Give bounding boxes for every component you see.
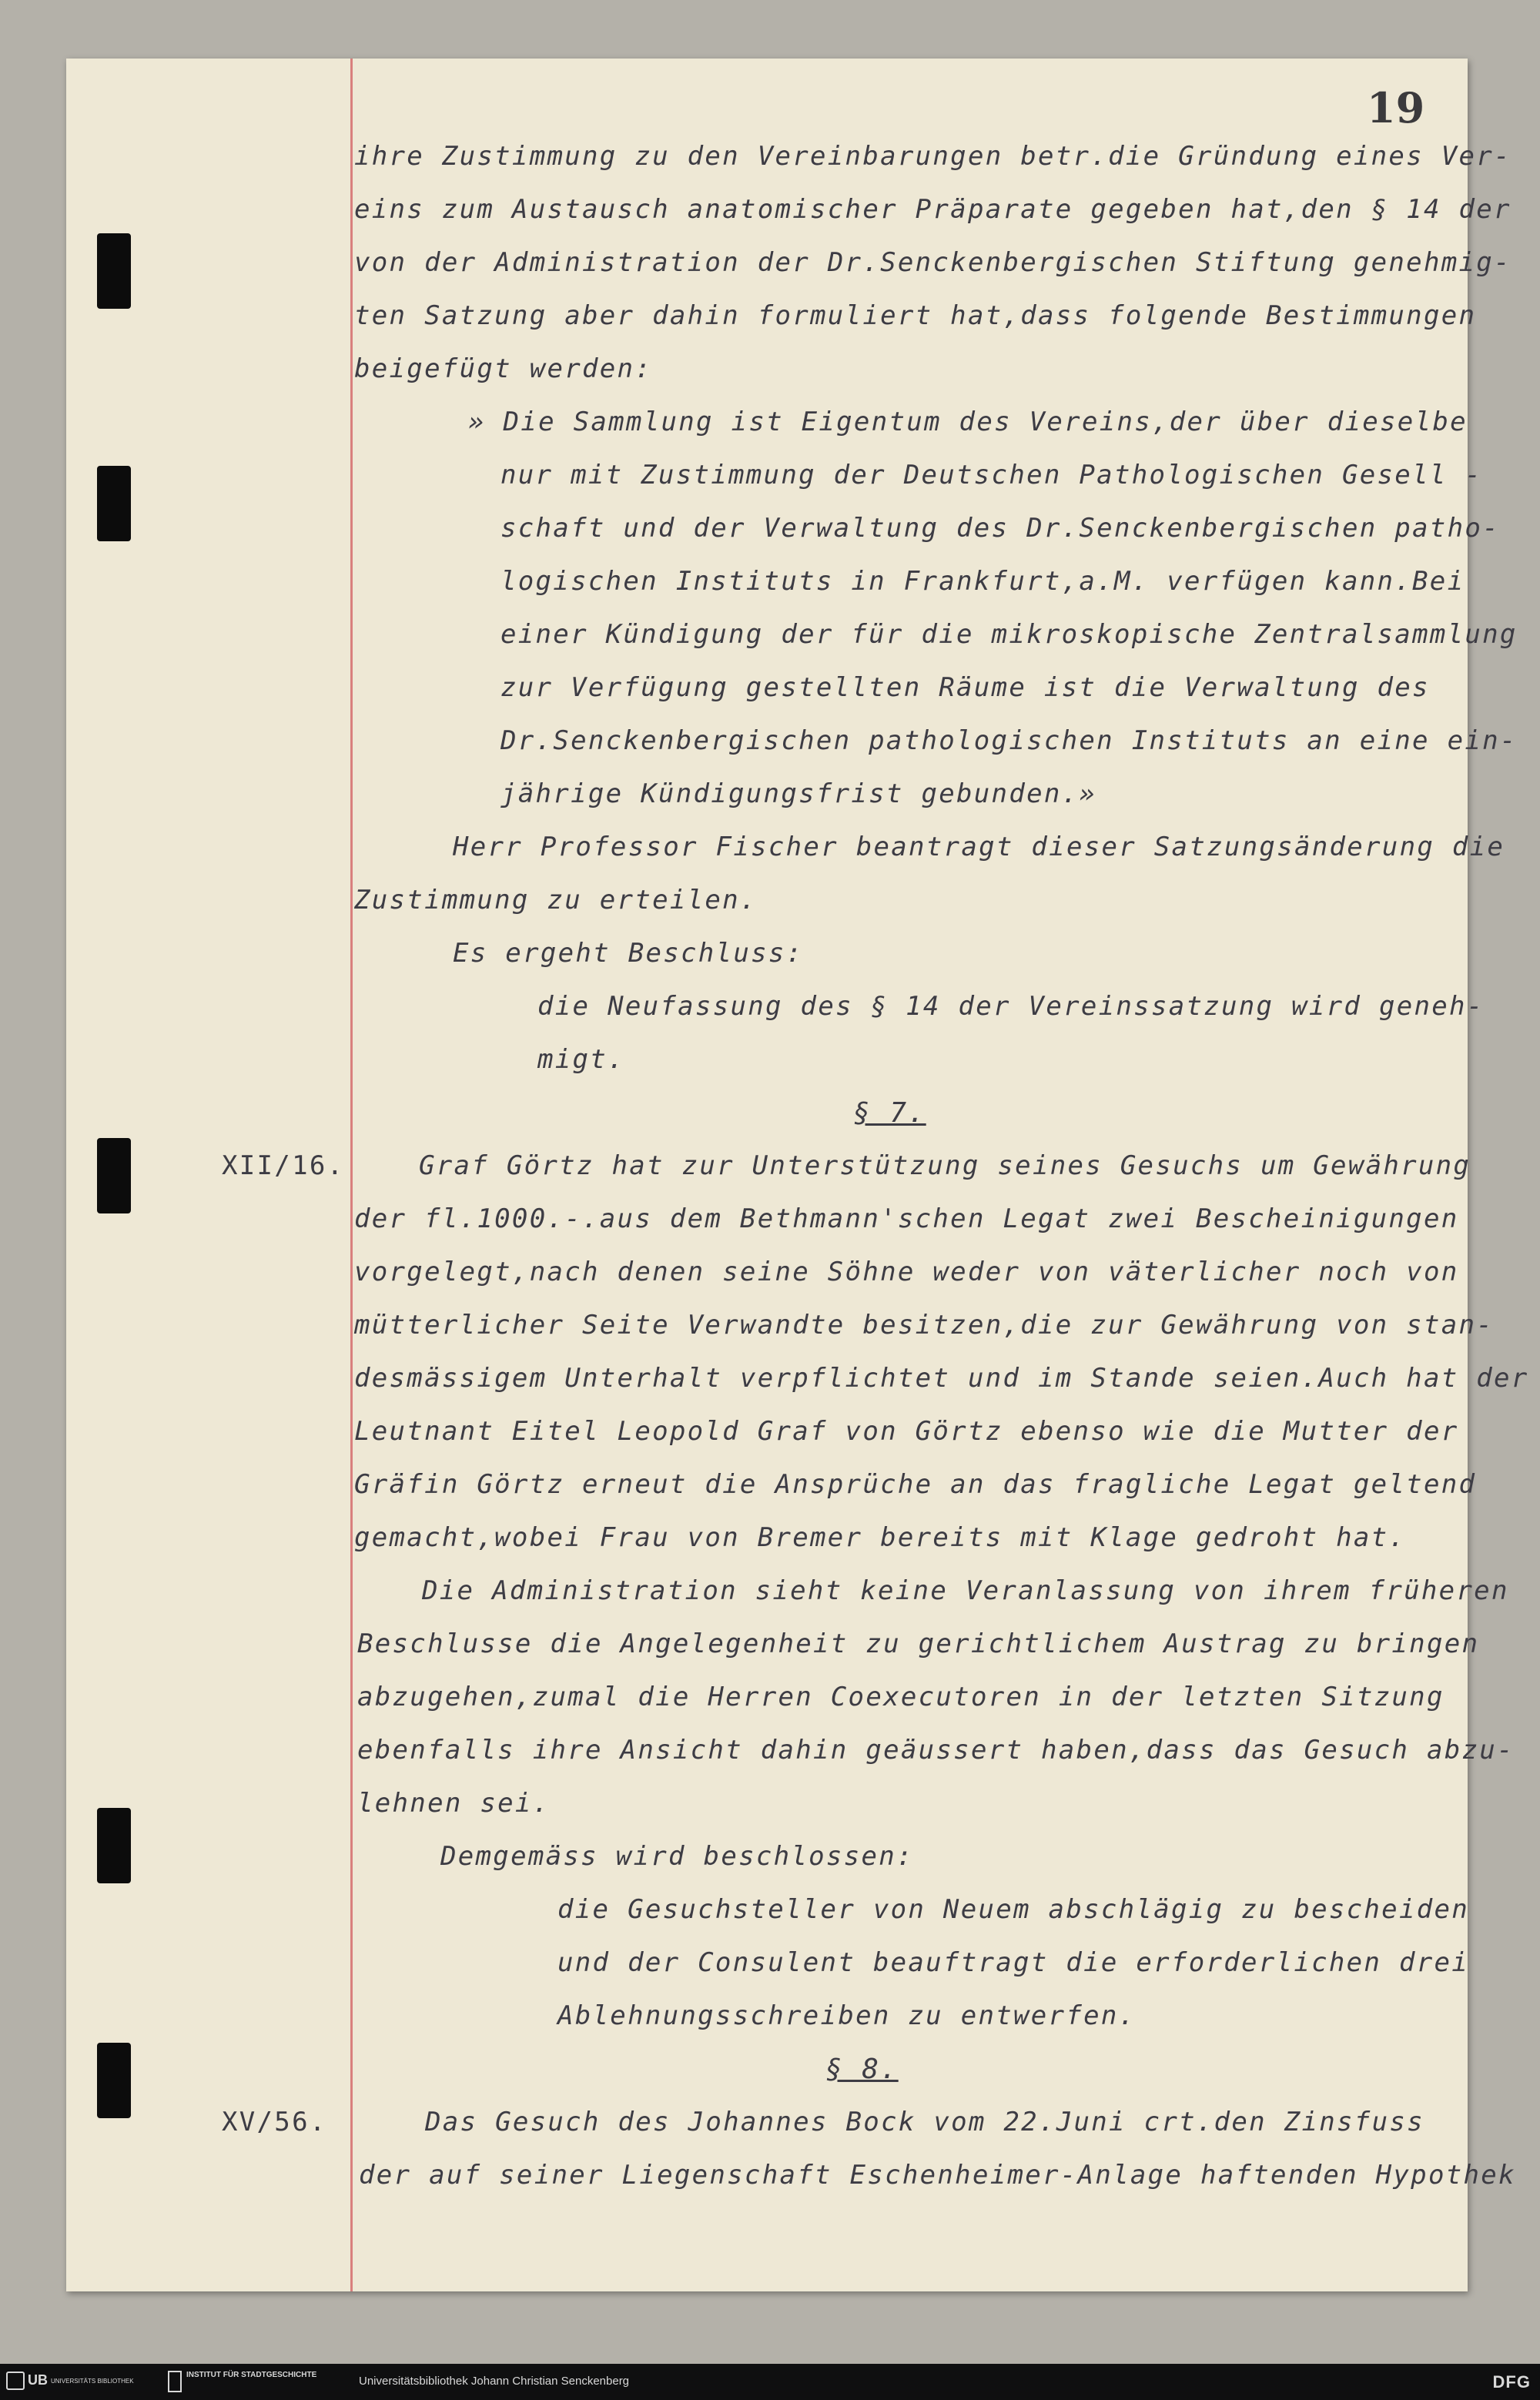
punch-hole: [97, 233, 131, 309]
resolution-line: Ablehnungsschreiben zu entwerfen.: [557, 2000, 1137, 2031]
text-line: lehnen sei.: [357, 1788, 551, 1819]
institute-logo-text: INSTITUT FÜR STADTGESCHICHTE: [186, 2371, 317, 2379]
text-line: desmässigem Unterhalt verpflichtet und im Stande seien.Auch hat der: [354, 1363, 1529, 1394]
resolution-line: migt.: [537, 1044, 625, 1075]
resolution-line: und der Consulent beauftragt die erforderlichen drei: [557, 1947, 1470, 1978]
text-line: Es ergeht Beschluss:: [453, 938, 804, 969]
text-line: Demgemäss wird beschlossen:: [440, 1841, 914, 1872]
quote-line: logischen Instituts in Frankfurt,a.M. verfügen kann.Bei: [500, 566, 1465, 597]
institute-logo-icon: [168, 2371, 182, 2392]
margin-note: XV/56.: [222, 2107, 327, 2137]
quote-line: nur mit Zustimmung der Deutschen Pathologischen Gesell -: [500, 460, 1483, 490]
margin-rule: [350, 59, 353, 2291]
institute-logo: [168, 2371, 316, 2392]
text-line: Herr Professor Fischer beantragt dieser Satzungsänderung die: [453, 832, 1505, 862]
footer-bar: [0, 2364, 1540, 2400]
text-line: Leutnant Eitel Leopold Graf von Görtz ebenso wie die Mutter der: [354, 1416, 1459, 1447]
quote-line: Dr.Senckenbergischen pathologischen Instituts an eine ein-: [500, 725, 1518, 756]
text-line: gemacht,wobei Frau von Bremer bereits mit Klage gedroht hat.: [354, 1522, 1407, 1553]
text-line: von der Administration der Dr.Senckenbergischen Stiftung genehmig-: [354, 247, 1512, 278]
text-line: der auf seiner Liegenschaft Eschenheimer-Anlage haftenden Hypothek: [359, 2160, 1516, 2191]
quote-line: » Die Sammlung ist Eigentum des Vereins,der über dieselbe: [468, 407, 1468, 437]
punch-hole: [97, 2043, 131, 2118]
text-line: Beschlusse die Angelegenheit zu gerichtlichem Austrag zu bringen: [357, 1628, 1480, 1659]
resolution-line: die Neufassung des § 14 der Vereinssatzung wird geneh-: [537, 991, 1485, 1022]
section-heading: § 7.: [853, 1097, 926, 1129]
punch-hole: [97, 1808, 131, 1883]
text-line: Gräfin Görtz erneut die Ansprüche an das fragliche Legat geltend: [354, 1469, 1477, 1500]
margin-note: XII/16.: [222, 1150, 345, 1181]
text-line: ebenfalls ihre Ansicht dahin geäussert haben,dass das Gesuch abzu-: [357, 1735, 1515, 1766]
ub-logo-icon: [6, 2372, 25, 2390]
ub-logo-text: UB: [28, 2372, 48, 2388]
text-line: Das Gesuch des Johannes Bock vom 22.Juni crt.den Zinsfuss: [425, 2107, 1424, 2137]
text-line: abzugehen,zumal die Herren Coexecutoren in der letzten Sitzung: [357, 1682, 1445, 1712]
quote-line: zur Verfügung gestellten Räume ist die Verwaltung des: [500, 672, 1430, 703]
footer-credit: Universitätsbibliothek Johann Christian Senckenberg: [359, 2375, 630, 2388]
text-line: Die Administration sieht keine Veranlassung von ihrem früheren: [422, 1575, 1509, 1606]
ub-logo: [6, 2372, 134, 2390]
quote-line: jährige Kündigungsfrist gebunden.»: [500, 778, 1097, 809]
section-heading: § 8.: [825, 2054, 899, 2085]
text-line: vorgelegt,nach denen seine Söhne weder von väterlicher noch von: [354, 1257, 1459, 1287]
quote-line: einer Kündigung der für die mikroskopische Zentralsammlung: [500, 619, 1518, 650]
text-line: ten Satzung aber dahin formuliert hat,dass folgende Bestimmungen: [354, 300, 1477, 331]
text-line: Graf Görtz hat zur Unterstützung seines Gesuchs um Gewährung: [419, 1150, 1471, 1181]
text-line: ihre Zustimmung zu den Vereinbarungen betr.die Gründung eines Ver-: [354, 141, 1512, 172]
ub-logo-subtitle: UNIVERSITÄTS BIBLIOTHEK: [51, 2377, 134, 2385]
text-line: beigefügt werden:: [354, 353, 653, 384]
resolution-line: die Gesuchsteller von Neuem abschlägig zu bescheiden: [557, 1894, 1470, 1925]
dfg-logo: DFG: [1492, 2372, 1531, 2392]
punch-hole: [97, 466, 131, 541]
page-number: 19: [1367, 83, 1425, 132]
quote-line: schaft und der Verwaltung des Dr.Senckenbergischen patho-: [500, 513, 1500, 544]
text-line: eins zum Austausch anatomischer Präparate gegeben hat,den § 14 der: [354, 194, 1512, 225]
text-line: Zustimmung zu erteilen.: [354, 885, 758, 915]
text-line: der fl.1000.-.aus dem Bethmann'schen Legat zwei Bescheinigungen: [354, 1203, 1459, 1234]
text-line: mütterlicher Seite Verwandte besitzen,die zur Gewährung von stan-: [354, 1310, 1495, 1341]
punch-hole: [97, 1138, 131, 1213]
